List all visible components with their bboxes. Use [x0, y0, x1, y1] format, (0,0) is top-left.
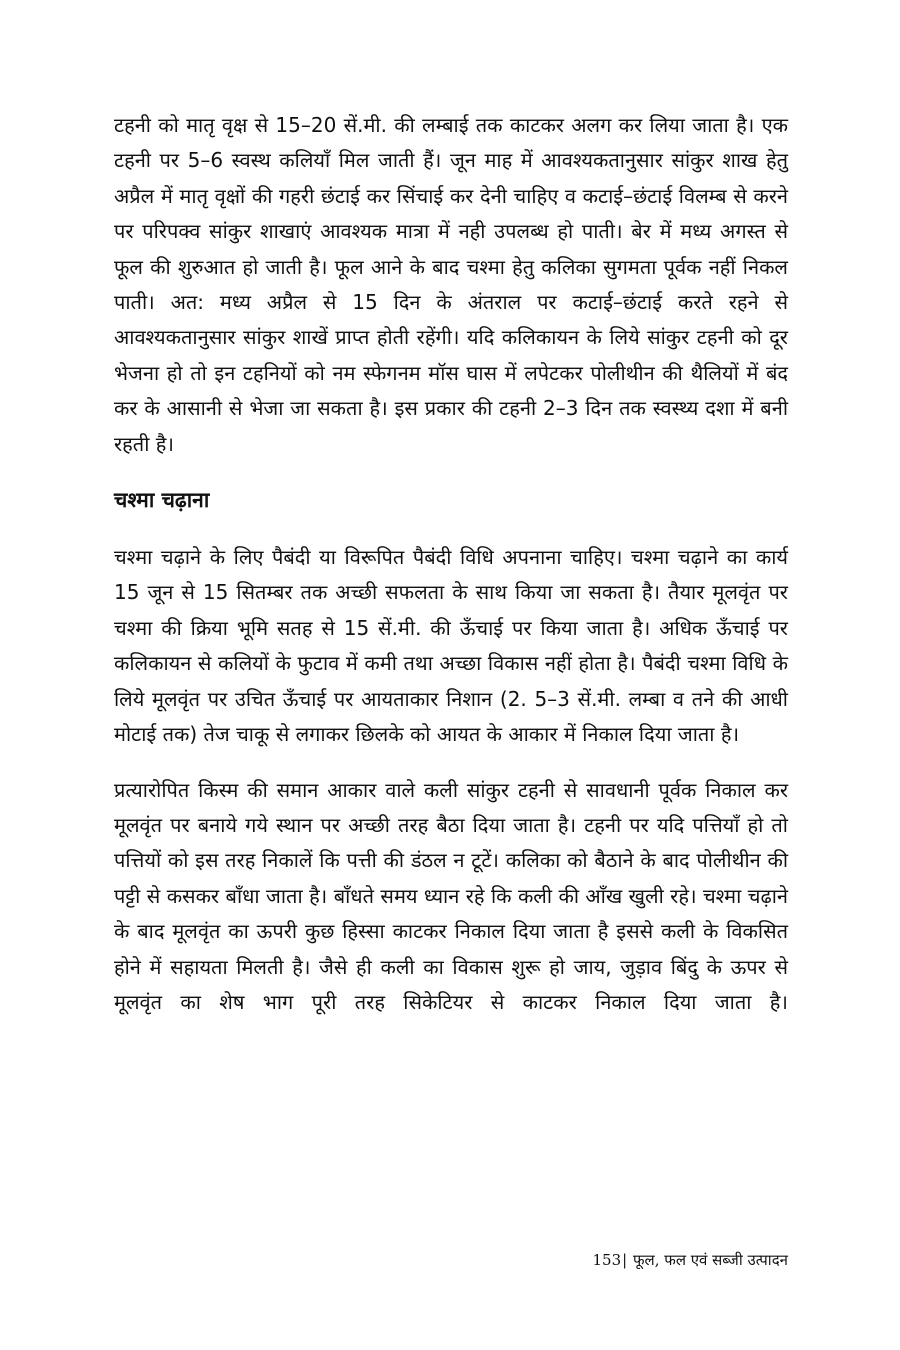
paragraph-bud-insertion: प्रत्यारोपित किस्म की समान आकार वाले कली सांकुर टहनी से सावधानी पूर्वक निकाल कर मूलवृंत पर बनाये गये स्थान पर अच्छी तरह बैठा दिया जाता है। टहनी पर यदि पत्तियाँ हो तो पत्तियों को इस तरह निकालें कि पत्ती की डंठल न टूटें। कलिका को बैठाने के बाद पोलीथीन की पट्टी से कसकर बाँधा जाता है। बाँधते समय ध्यान रहे कि कली की आँख खुली रहे। चश्मा चढ़ाने के बाद मूलवृंत का ऊपरी कुछ हिस्सा काटकर निकाल दिया जाता है इससे कली के विकसित होने में सहायता मिलती है। जैसे ही कली का विकास शुरू हो जाय, जुड़ाव बिंदु के ऊपर से मूलवृंत का शेष भाग पूरी तरह सिकेटियर से काटकर निकाल दिया जाता है।	[114, 777, 788, 1014]
section-heading: चश्मा चढ़ाना	[114, 488, 210, 513]
footer-separator: |	[622, 1251, 628, 1269]
page-number: 153	[592, 1251, 622, 1269]
page-footer	[593, 1250, 789, 1270]
body-text	[114, 108, 788, 1020]
book-title: फूल, फल एवं सब्जी उत्पादन	[632, 1251, 788, 1269]
paragraph-scion-collection: टहनी को मातृ वृक्ष से 15–20 सें.मी. की लम्बाई तक काटकर अलग कर लिया जाता है। एक टहनी पर 5–6 स्वस्थ कलियाँ मिल जाती हैं। जून माह में आवश्यकतानुसार सांकुर शाख हेतु अप्रैल में मातृ वृक्षों की गहरी छंटाई कर सिंचाई कर देनी चाहिए व कटाई–छंटाई विलम्ब से करने पर परिपक्व सांकुर शाखाएं आवश्यक मात्रा में नही उपलब्ध हो पाती। बेर में मध्य अगस्त से फूल की शुरुआत हो जाती है। फूल आने के बाद चश्मा हेतु कलिका सुगमता पूर्वक नहीं निकल पाती। अत: मध्य अप्रैल से 15 दिन के अंतराल पर कटाई–छंटाई करते रहने से आवश्यकतानुसार सांकुर शाखें प्राप्त होती रहेंगी। यदि कलिकायन के लिये सांकुर टहनी को दूर भेजना हो तो इन टहनियों को नम स्फेगनम मॉस घास में लपेटकर पोलीथीन की थैलियों में बंद कर के आसानी से भेजा जा सकता है। इस प्रकार की टहनी 2–3 दिन तक स्वस्थ्य दशा में बनी रहती है।	[114, 113, 788, 456]
paragraph-budding-method: चश्मा चढ़ाने के लिए पैबंदी या विरूपित पैबंदी विधि अपनाना चाहिए। चश्मा चढ़ाने का कार्य 15 जून से 15 सितम्बर तक अच्छी सफलता के साथ किया जा सकता है। तैयार मूलवृंत पर चश्मा की क्रिया भूमि सतह से 15 सें.मी. की ऊँचाई पर किया जाता है। अधिक ऊँचाई पर कलिकायन से कलियों के फुटाव में कमी तथा अच्छा विकास नहीं होता है। पैबंदी चश्मा विधि के लिये मूलवृंत पर उचित ऊँचाई पर आयताकार निशान (2. 5–3 सें.मी. लम्बा व तने की आधी मोटाई तक) तेज चाकू से लगाकर छिलके को आयत के आकार में निकाल दिया जाता है।	[114, 545, 788, 747]
